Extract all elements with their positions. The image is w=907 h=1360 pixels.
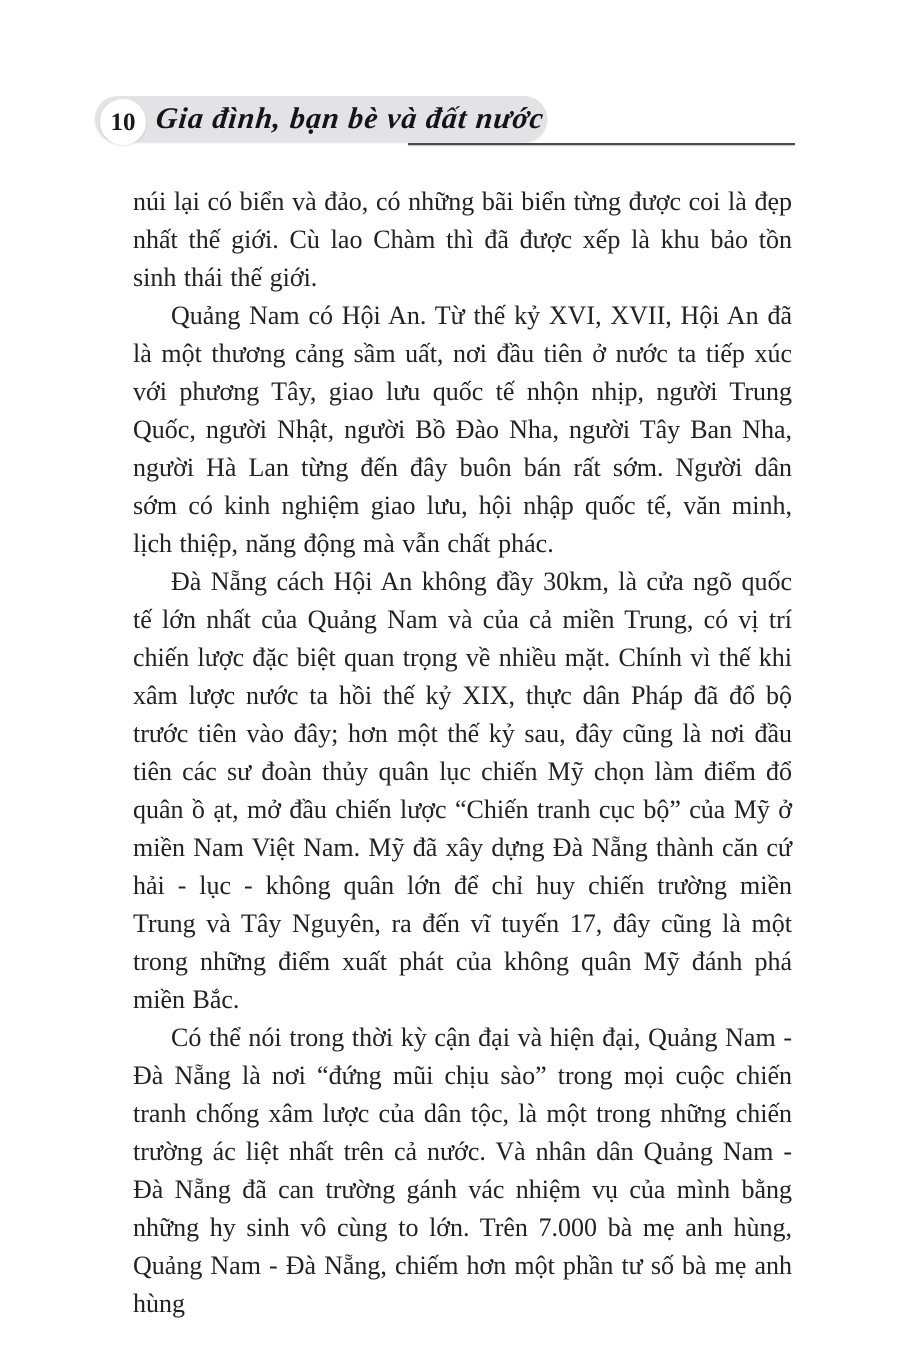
- page-number-badge: [100, 99, 146, 145]
- header-banner: [95, 96, 547, 142]
- paragraph-3: Đà Nẵng cách Hội An không đầy 30km, là cửa ngõ quốc tế lớn nhất của Quảng Nam và của cả miền Trung, có vị trí chiến lược đặc biệt quan trọng về nhiều mặt. Chính vì thế khi xâm lược nước ta hồi thế kỷ XIX, thực dân Pháp đã đổ bộ trước tiên vào đây; hơn một thế kỷ sau, đây cũng là nơi đầu tiên các sư đoàn thủy quân lục chiến Mỹ chọn làm điểm đổ quân ồ ạt, mở đầu chiến lược “Chiến tranh cục bộ” của Mỹ ở miền Nam Việt Nam. Mỹ đã xây dựng Đà Nẵng thành căn cứ hải - lục - không quân lớn để chỉ huy chiến trường miền Trung và Tây Nguyên, ra đến vĩ tuyến 17, đây cũng là một trong những điểm xuất phát của không quân Mỹ đánh phá miền Bắc.: [133, 567, 792, 1014]
- paragraph-4: Có thể nói trong thời kỳ cận đại và hiện đại, Quảng Nam - Đà Nẵng là nơi “đứng mũi chịu sào” trong mọi cuộc chiến tranh chống xâm lược của dân tộc, là một trong những chiến trường ác liệt nhất trên cả nước. Và nhân dân Quảng Nam - Đà Nẵng đã can trường gánh vác nhiệm vụ của mình bằng những hy sinh vô cùng to lớn. Trên 7.000 bà mẹ anh hùng, Quảng Nam - Đà Nẵng, chiếm hơn một phần tư số bà mẹ anh hùng: [133, 1023, 792, 1318]
- page-body: [133, 183, 792, 1323]
- paragraph-1: núi lại có biển và đảo, có những bãi biển từng được coi là đẹp nhất thế giới. Cù lao Chàm thì đã được xếp là khu bảo tồn sinh thái thế giới.: [133, 187, 792, 292]
- chapter-title: Gia đình, bạn bè và đất nước: [154, 102, 546, 135]
- page-number: 10: [110, 108, 136, 136]
- header-rule: [408, 143, 795, 145]
- paragraph-2: Quảng Nam có Hội An. Từ thế kỷ XVI, XVII, Hội An đã là một thương cảng sầm uất, nơi đầu tiên ở nước ta tiếp xúc với phương Tây, giao lưu quốc tế nhộn nhịp, người Trung Quốc, người Nhật, người Bồ Đào Nha, người Tây Ban Nha, người Hà Lan từng đến đây buôn bán rất sớm. Người dân sớm có kinh nghiệm giao lưu, hội nhập quốc tế, văn minh, lịch thiệp, năng động mà vẫn chất phác.: [133, 301, 792, 558]
